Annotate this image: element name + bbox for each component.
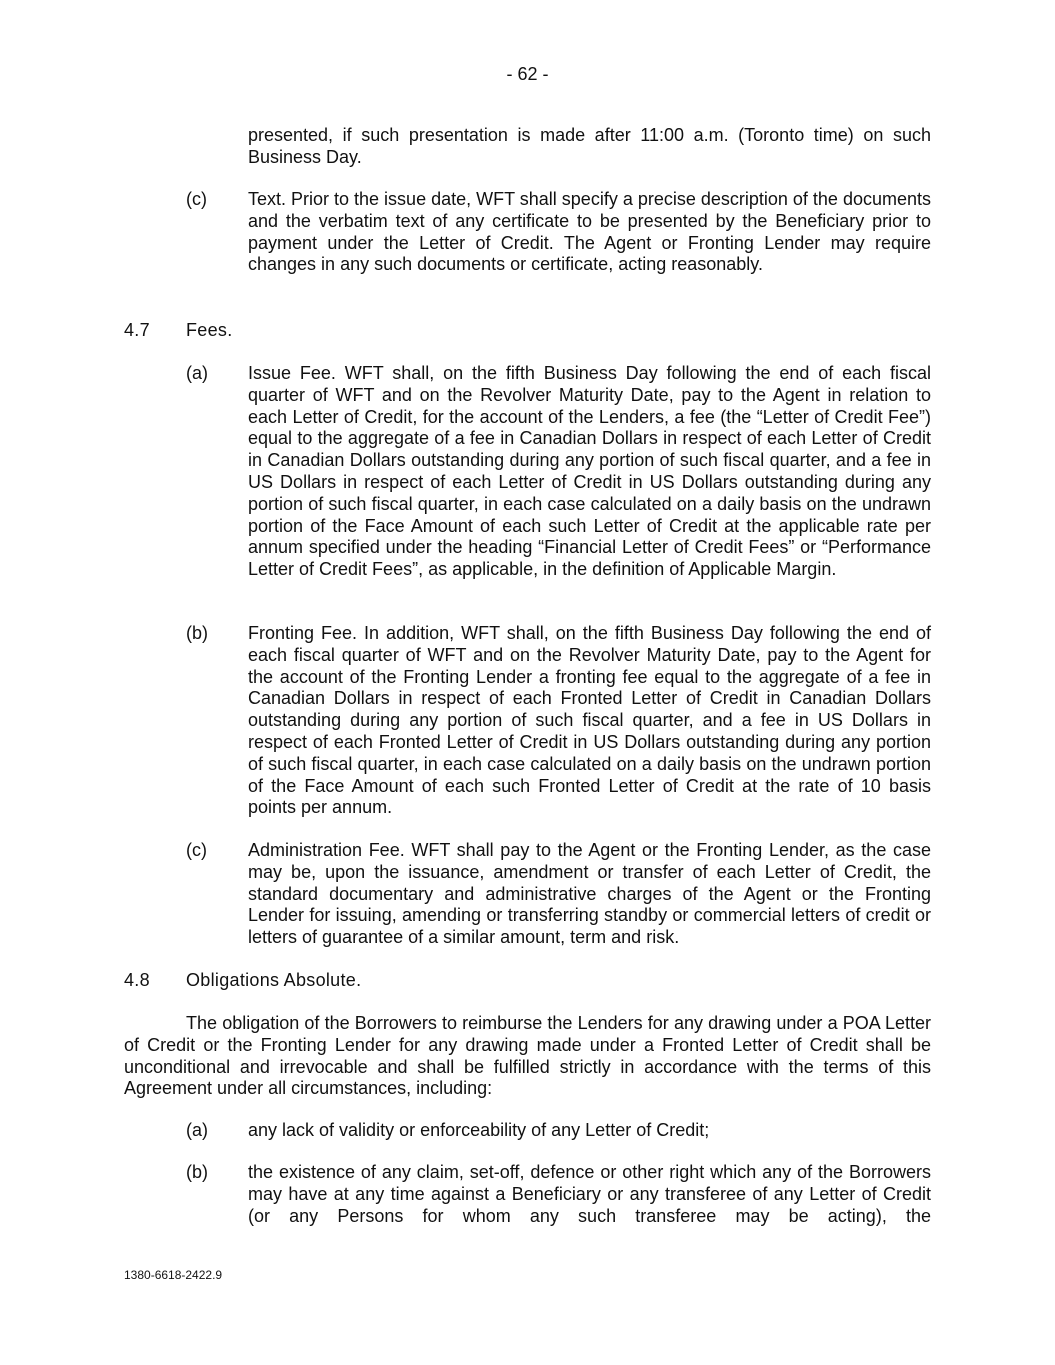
fees-b-label: (b) bbox=[186, 623, 208, 643]
fronting-fee-paragraph: Fronting Fee. In addition, WFT shall, on the fifth Business Day following the end of each fiscal quarter of WFT and on the Revolver Maturity Date, pay to the Agent for the account of the Fronting Lender a fronting fee equal to the aggregate of a fee in Canadian Dollars in respect of each Fronted Letter of Credit in Canadian Dollars outstanding during any portion of such fiscal quarter, and a fee in US Dollars in respect of each Fronted Letter of Credit in US Dollars outstanding during any portion of such fiscal quarter, in each case calculated on a daily basis on the undrawn portion of the Face Amount of each such Fronted Letter of Credit at the rate of 10 basis points per annum. bbox=[248, 623, 931, 818]
obligations-intro-paragraph: The obligation of the Borrowers to reimburse the Lenders for any drawing under a POA Letter of Credit or the Fronting Lender for any drawing made under a Fronted Letter of Credit shall be unconditional and irrevocable and shall be fulfilled strictly in accordance with the terms of this Agreement under all circumstances, including: bbox=[124, 1013, 931, 1099]
obligations-b-label: (b) bbox=[186, 1162, 208, 1182]
section-4-8-number: 4.8 bbox=[124, 970, 150, 990]
fees-c-label: (c) bbox=[186, 840, 207, 860]
section-4-7-number: 4.7 bbox=[124, 320, 150, 340]
issue-fee-paragraph: Issue Fee. WFT shall, on the fifth Business Day following the end of each fiscal quarter of WFT and on the Revolver Maturity Date, pay to the Agent in relation to each Letter of Credit, for the account of the Lenders, a fee (the “Letter of Credit Fee”) equal to the aggregate of a fee in Canadian Dollars in respect of each Letter of Credit in Canadian Dollars outstanding during any portion of such fiscal quarter, and a fee in US Dollars in respect of each Letter of Credit in US Dollars outstanding during any portion of such fiscal quarter, in each case calculated on a daily basis on the undrawn portion of the Face Amount of each such Letter of Credit at the applicable rate per annum specified under the heading “Financial Letter of Credit Fees” or “Performance Letter of Credit Fees”, as applicable, in the definition of Applicable Margin. bbox=[248, 363, 931, 580]
document-footer-id: 1380-6618-2422.9 bbox=[124, 1268, 223, 1282]
section-4-8-title: Obligations Absolute. bbox=[186, 970, 362, 990]
item-c-label: (c) bbox=[186, 189, 207, 209]
section-4-7-title: Fees. bbox=[186, 320, 233, 340]
obligations-a-paragraph: any lack of validity or enforceability of any Letter of Credit; bbox=[248, 1120, 710, 1140]
obligations-b-paragraph: the existence of any claim, set-off, defence or other right which any of the Borrowers may have at any time against a Beneficiary or any transferee of any Letter of Credit (or any Persons for whom any such transferee may be acting), the bbox=[248, 1162, 931, 1226]
obligations-a-label: (a) bbox=[186, 1120, 208, 1140]
administration-fee-paragraph: Administration Fee. WFT shall pay to the Agent or the Fronting Lender, as the case may be, upon the issuance, amendment or transfer of each Letter of Credit, the standard documentary and administrative charges of the Agent or the Fronting Lender for issuing, amending or transferring standby or commercial letters of credit or letters of guarantee of a similar amount, term and risk. bbox=[248, 840, 931, 948]
item-c-text-paragraph: Text. Prior to the issue date, WFT shall specify a precise description of the documents and the verbatim text of any certificate to be presented by the Beneficiary prior to payment under the Letter of Credit. The Agent or Fronting Lender may require changes in any such documents or certificate, acting reasonably. bbox=[248, 189, 931, 275]
page-number: - 62 - bbox=[506, 64, 549, 84]
fees-a-label: (a) bbox=[186, 363, 208, 383]
continuation-paragraph: presented, if such presentation is made after 11:00 a.m. (Toronto time) on such Business Day. bbox=[248, 125, 931, 167]
